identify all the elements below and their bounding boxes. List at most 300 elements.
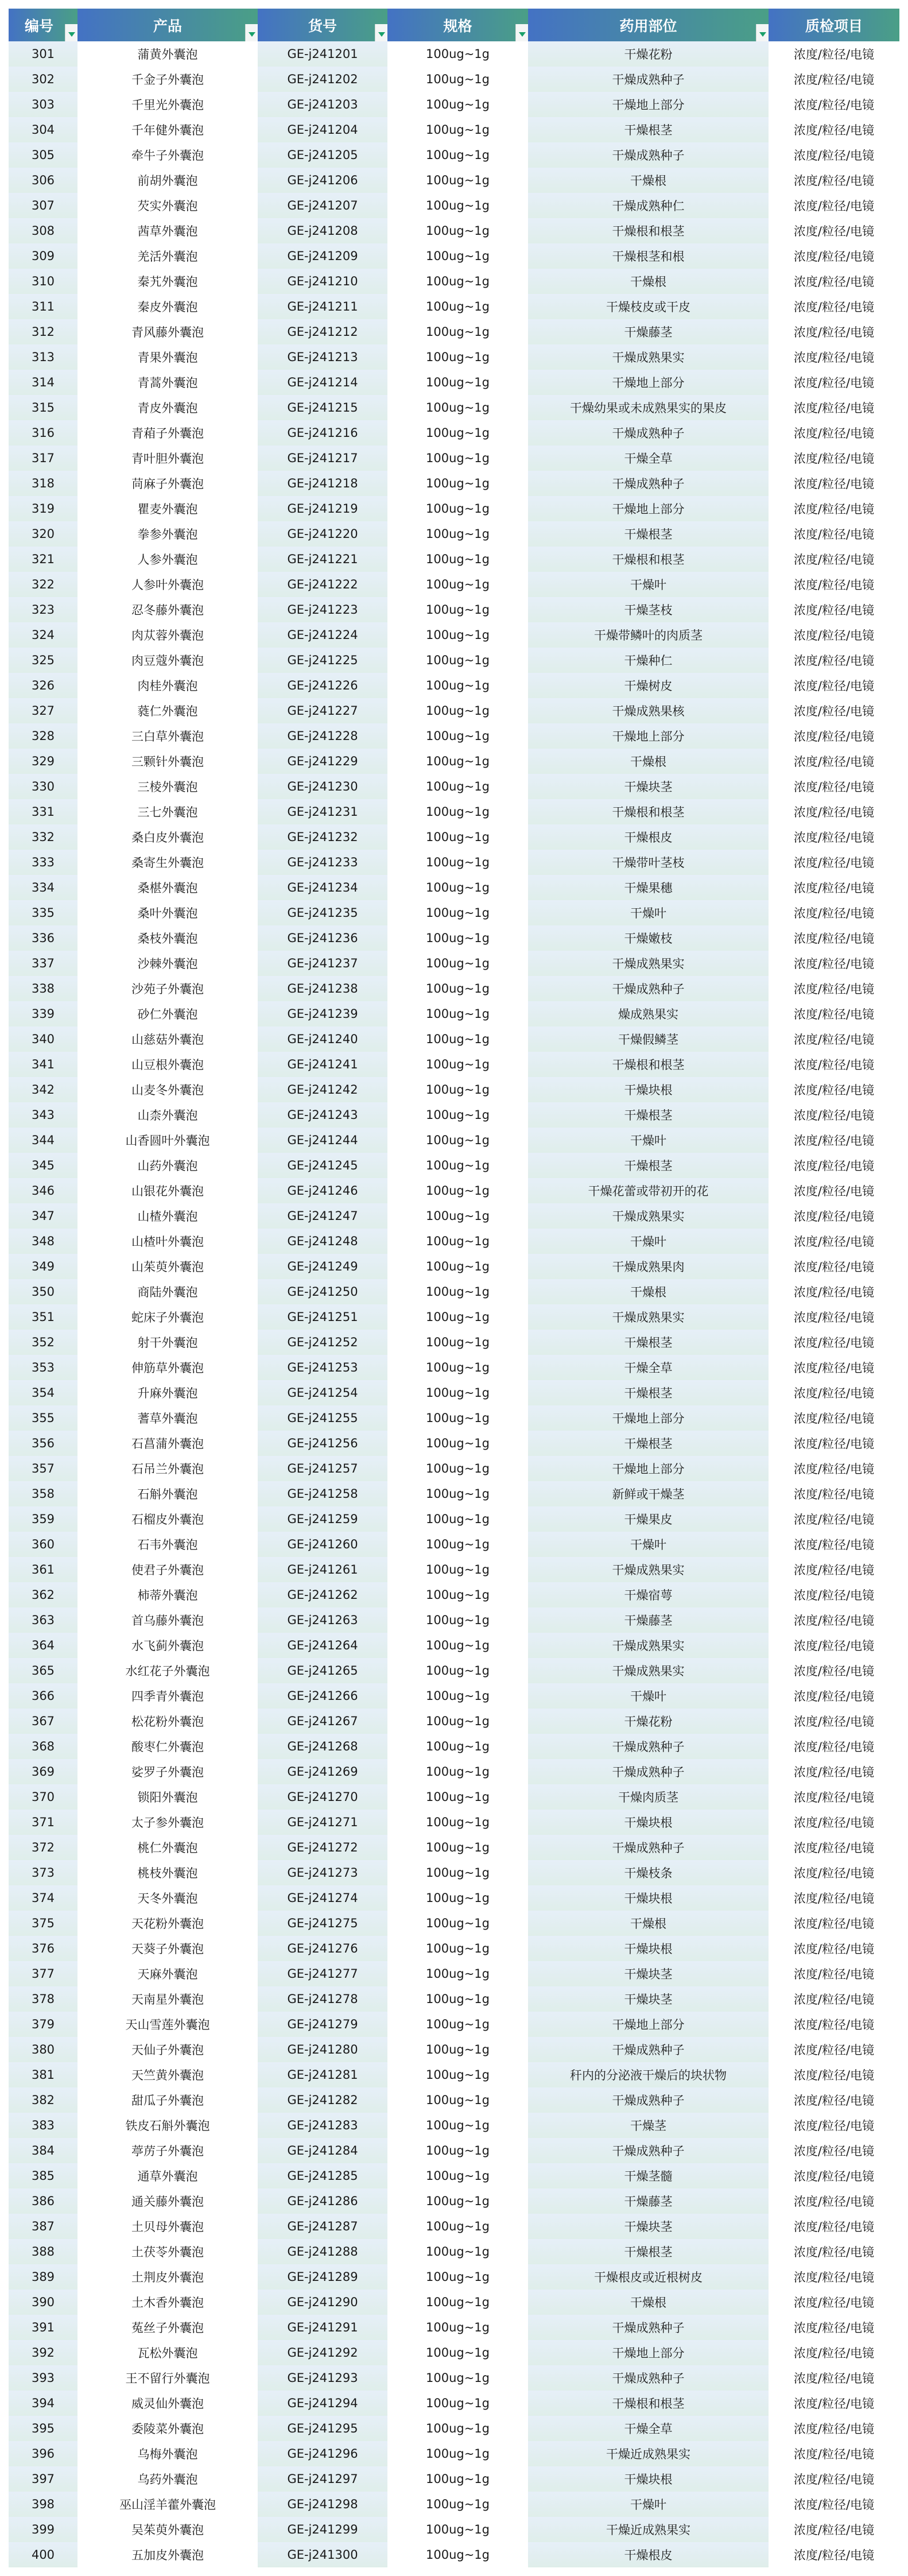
cell-sku[interactable]: GE-j241259: [258, 1506, 387, 1532]
cell-sku[interactable]: GE-j241283: [258, 2113, 387, 2138]
cell-medicinal-part[interactable]: 干燥块茎: [528, 774, 769, 799]
cell-id[interactable]: 342: [9, 1077, 77, 1102]
cell-product[interactable]: 三白草外囊泡: [77, 723, 258, 749]
cell-id[interactable]: 400: [9, 2542, 77, 2567]
cell-id[interactable]: 307: [9, 193, 77, 218]
cell-spec[interactable]: 100ug~1g: [387, 951, 528, 976]
cell-spec[interactable]: 100ug~1g: [387, 1001, 528, 1026]
cell-id[interactable]: 371: [9, 1810, 77, 1835]
cell-qc-items[interactable]: 浓度/粒径/电镜: [769, 1810, 899, 1835]
cell-medicinal-part[interactable]: 干燥块根: [528, 1810, 769, 1835]
cell-qc-items[interactable]: 浓度/粒径/电镜: [769, 1683, 899, 1709]
cell-sku[interactable]: GE-j241227: [258, 698, 387, 723]
cell-id[interactable]: 385: [9, 2163, 77, 2188]
filter-dropdown-button[interactable]: [515, 24, 528, 41]
cell-product[interactable]: 山麦冬外囊泡: [77, 1077, 258, 1102]
cell-id[interactable]: 347: [9, 1203, 77, 1229]
cell-product[interactable]: 伸筋草外囊泡: [77, 1355, 258, 1380]
filter-dropdown-button[interactable]: [756, 24, 769, 41]
cell-product[interactable]: 使君子外囊泡: [77, 1557, 258, 1582]
cell-sku[interactable]: GE-j241258: [258, 1481, 387, 1506]
cell-id[interactable]: 317: [9, 446, 77, 471]
cell-spec[interactable]: 100ug~1g: [387, 749, 528, 774]
cell-sku[interactable]: GE-j241291: [258, 2315, 387, 2340]
cell-product[interactable]: 委陵菜外囊泡: [77, 2416, 258, 2441]
cell-qc-items[interactable]: 浓度/粒径/电镜: [769, 1633, 899, 1658]
cell-spec[interactable]: 100ug~1g: [387, 673, 528, 698]
cell-product[interactable]: 石斛外囊泡: [77, 1481, 258, 1506]
cell-qc-items[interactable]: 浓度/粒径/电镜: [769, 2517, 899, 2542]
cell-medicinal-part[interactable]: 干燥根和根茎: [528, 547, 769, 572]
cell-id[interactable]: 346: [9, 1178, 77, 1203]
cell-spec[interactable]: 100ug~1g: [387, 2340, 528, 2365]
cell-id[interactable]: 366: [9, 1683, 77, 1709]
cell-sku[interactable]: GE-j241223: [258, 597, 387, 622]
cell-spec[interactable]: 100ug~1g: [387, 2214, 528, 2239]
cell-medicinal-part[interactable]: 干燥茎髓: [528, 2163, 769, 2188]
cell-product[interactable]: 山药外囊泡: [77, 1153, 258, 1178]
cell-medicinal-part[interactable]: 干燥根茎: [528, 1102, 769, 1128]
cell-medicinal-part[interactable]: 干燥地上部分: [528, 2012, 769, 2037]
cell-medicinal-part[interactable]: 干燥全草: [528, 446, 769, 471]
cell-qc-items[interactable]: 浓度/粒径/电镜: [769, 67, 899, 92]
cell-medicinal-part[interactable]: 干燥果皮: [528, 1506, 769, 1532]
cell-spec[interactable]: 100ug~1g: [387, 2163, 528, 2188]
cell-spec[interactable]: 100ug~1g: [387, 1330, 528, 1355]
cell-sku[interactable]: GE-j241292: [258, 2340, 387, 2365]
cell-id[interactable]: 332: [9, 824, 77, 850]
cell-qc-items[interactable]: 浓度/粒径/电镜: [769, 218, 899, 243]
cell-sku[interactable]: GE-j241243: [258, 1102, 387, 1128]
cell-product[interactable]: 太子参外囊泡: [77, 1810, 258, 1835]
cell-medicinal-part[interactable]: 干燥地上部分: [528, 723, 769, 749]
cell-qc-items[interactable]: 浓度/粒径/电镜: [769, 698, 899, 723]
cell-product[interactable]: 水红花子外囊泡: [77, 1658, 258, 1683]
cell-spec[interactable]: 100ug~1g: [387, 1178, 528, 1203]
cell-id[interactable]: 372: [9, 1835, 77, 1860]
cell-id[interactable]: 354: [9, 1380, 77, 1405]
cell-qc-items[interactable]: 浓度/粒径/电镜: [769, 1405, 899, 1431]
cell-product[interactable]: 拳参外囊泡: [77, 521, 258, 547]
cell-sku[interactable]: GE-j241206: [258, 168, 387, 193]
cell-spec[interactable]: 100ug~1g: [387, 1355, 528, 1380]
cell-id[interactable]: 374: [9, 1885, 77, 1911]
cell-product[interactable]: 三颗针外囊泡: [77, 749, 258, 774]
cell-medicinal-part[interactable]: 干燥根茎: [528, 1330, 769, 1355]
cell-qc-items[interactable]: 浓度/粒径/电镜: [769, 774, 899, 799]
cell-product[interactable]: 山豆根外囊泡: [77, 1052, 258, 1077]
cell-qc-items[interactable]: 浓度/粒径/电镜: [769, 1911, 899, 1936]
cell-product[interactable]: 青葙子外囊泡: [77, 420, 258, 446]
cell-qc-items[interactable]: 浓度/粒径/电镜: [769, 344, 899, 370]
cell-qc-items[interactable]: 浓度/粒径/电镜: [769, 294, 899, 319]
cell-medicinal-part[interactable]: 干燥茎枝: [528, 597, 769, 622]
cell-sku[interactable]: GE-j241245: [258, 1153, 387, 1178]
cell-qc-items[interactable]: 浓度/粒径/电镜: [769, 673, 899, 698]
cell-id[interactable]: 373: [9, 1860, 77, 1885]
cell-qc-items[interactable]: 浓度/粒径/电镜: [769, 117, 899, 142]
cell-qc-items[interactable]: 浓度/粒径/电镜: [769, 243, 899, 269]
cell-qc-items[interactable]: 浓度/粒径/电镜: [769, 1102, 899, 1128]
cell-sku[interactable]: GE-j241263: [258, 1607, 387, 1633]
cell-product[interactable]: 葶苈子外囊泡: [77, 2138, 258, 2163]
cell-qc-items[interactable]: 浓度/粒径/电镜: [769, 622, 899, 648]
cell-sku[interactable]: GE-j241242: [258, 1077, 387, 1102]
cell-qc-items[interactable]: 浓度/粒径/电镜: [769, 1607, 899, 1633]
cell-qc-items[interactable]: 浓度/粒径/电镜: [769, 269, 899, 294]
cell-id[interactable]: 338: [9, 976, 77, 1001]
cell-spec[interactable]: 100ug~1g: [387, 1860, 528, 1885]
cell-product[interactable]: 升麻外囊泡: [77, 1380, 258, 1405]
cell-id[interactable]: 384: [9, 2138, 77, 2163]
cell-medicinal-part[interactable]: 干燥叶: [528, 572, 769, 597]
cell-medicinal-part[interactable]: 干燥花蕾或带初开的花: [528, 1178, 769, 1203]
cell-sku[interactable]: GE-j241210: [258, 269, 387, 294]
cell-sku[interactable]: GE-j241268: [258, 1734, 387, 1759]
cell-id[interactable]: 313: [9, 344, 77, 370]
cell-qc-items[interactable]: 浓度/粒径/电镜: [769, 1885, 899, 1911]
cell-qc-items[interactable]: 浓度/粒径/电镜: [769, 2087, 899, 2113]
cell-sku[interactable]: GE-j241247: [258, 1203, 387, 1229]
cell-spec[interactable]: 100ug~1g: [387, 1835, 528, 1860]
cell-spec[interactable]: 100ug~1g: [387, 2290, 528, 2315]
cell-sku[interactable]: GE-j241221: [258, 547, 387, 572]
cell-medicinal-part[interactable]: 干燥成熟种子: [528, 2315, 769, 2340]
cell-medicinal-part[interactable]: 干燥根茎和根: [528, 243, 769, 269]
cell-spec[interactable]: 100ug~1g: [387, 1734, 528, 1759]
cell-spec[interactable]: 100ug~1g: [387, 1304, 528, 1330]
cell-sku[interactable]: GE-j241236: [258, 925, 387, 951]
cell-medicinal-part[interactable]: 干燥成熟果实: [528, 1304, 769, 1330]
cell-medicinal-part[interactable]: 干燥藤茎: [528, 1607, 769, 1633]
cell-product[interactable]: 桃仁外囊泡: [77, 1835, 258, 1860]
cell-medicinal-part[interactable]: 干燥地上部分: [528, 370, 769, 395]
cell-product[interactable]: 忍冬藤外囊泡: [77, 597, 258, 622]
cell-medicinal-part[interactable]: 干燥成熟种仁: [528, 193, 769, 218]
cell-medicinal-part[interactable]: 干燥根: [528, 269, 769, 294]
cell-spec[interactable]: 100ug~1g: [387, 521, 528, 547]
cell-sku[interactable]: GE-j241294: [258, 2391, 387, 2416]
cell-sku[interactable]: GE-j241253: [258, 1355, 387, 1380]
cell-medicinal-part[interactable]: 干燥根: [528, 168, 769, 193]
cell-product[interactable]: 吴茱萸外囊泡: [77, 2517, 258, 2542]
cell-qc-items[interactable]: 浓度/粒径/电镜: [769, 2466, 899, 2492]
cell-qc-items[interactable]: 浓度/粒径/电镜: [769, 446, 899, 471]
cell-spec[interactable]: 100ug~1g: [387, 92, 528, 117]
cell-id[interactable]: 330: [9, 774, 77, 799]
cell-qc-items[interactable]: 浓度/粒径/电镜: [769, 1456, 899, 1481]
cell-qc-items[interactable]: 浓度/粒径/电镜: [769, 2441, 899, 2466]
cell-product[interactable]: 天南星外囊泡: [77, 1986, 258, 2012]
cell-sku[interactable]: GE-j241286: [258, 2188, 387, 2214]
cell-id[interactable]: 390: [9, 2290, 77, 2315]
cell-product[interactable]: 天花粉外囊泡: [77, 1911, 258, 1936]
cell-medicinal-part[interactable]: 干燥假鳞茎: [528, 1026, 769, 1052]
cell-sku[interactable]: GE-j241297: [258, 2466, 387, 2492]
cell-product[interactable]: 山慈菇外囊泡: [77, 1026, 258, 1052]
cell-spec[interactable]: 100ug~1g: [387, 446, 528, 471]
cell-qc-items[interactable]: 浓度/粒径/电镜: [769, 496, 899, 521]
cell-product[interactable]: 桑枝外囊泡: [77, 925, 258, 951]
cell-spec[interactable]: 100ug~1g: [387, 900, 528, 925]
cell-qc-items[interactable]: 浓度/粒径/电镜: [769, 875, 899, 900]
cell-spec[interactable]: 100ug~1g: [387, 1810, 528, 1835]
cell-spec[interactable]: 100ug~1g: [387, 2264, 528, 2290]
cell-sku[interactable]: GE-j241235: [258, 900, 387, 925]
cell-id[interactable]: 378: [9, 1986, 77, 2012]
cell-id[interactable]: 329: [9, 749, 77, 774]
cell-sku[interactable]: GE-j241296: [258, 2441, 387, 2466]
cell-spec[interactable]: 100ug~1g: [387, 698, 528, 723]
cell-id[interactable]: 345: [9, 1153, 77, 1178]
filter-dropdown-button[interactable]: [65, 24, 77, 41]
cell-sku[interactable]: GE-j241287: [258, 2214, 387, 2239]
cell-sku[interactable]: GE-j241267: [258, 1709, 387, 1734]
cell-spec[interactable]: 100ug~1g: [387, 319, 528, 344]
cell-product[interactable]: 首乌藤外囊泡: [77, 1607, 258, 1633]
cell-sku[interactable]: GE-j241217: [258, 446, 387, 471]
cell-sku[interactable]: GE-j241239: [258, 1001, 387, 1026]
cell-medicinal-part[interactable]: 秆内的分泌液干燥后的块状物: [528, 2062, 769, 2087]
cell-medicinal-part[interactable]: 干燥根茎: [528, 1380, 769, 1405]
cell-id[interactable]: 394: [9, 2391, 77, 2416]
cell-qc-items[interactable]: 浓度/粒径/电镜: [769, 1709, 899, 1734]
cell-spec[interactable]: 100ug~1g: [387, 420, 528, 446]
cell-qc-items[interactable]: 浓度/粒径/电镜: [769, 1229, 899, 1254]
cell-medicinal-part[interactable]: 干燥根茎: [528, 521, 769, 547]
cell-qc-items[interactable]: 浓度/粒径/电镜: [769, 2492, 899, 2517]
cell-qc-items[interactable]: 浓度/粒径/电镜: [769, 1784, 899, 1810]
cell-spec[interactable]: 100ug~1g: [387, 1380, 528, 1405]
cell-spec[interactable]: 100ug~1g: [387, 774, 528, 799]
cell-id[interactable]: 334: [9, 875, 77, 900]
cell-sku[interactable]: GE-j241246: [258, 1178, 387, 1203]
cell-id[interactable]: 335: [9, 900, 77, 925]
cell-spec[interactable]: 100ug~1g: [387, 723, 528, 749]
filter-dropdown-button[interactable]: [245, 24, 258, 41]
cell-product[interactable]: 锁阳外囊泡: [77, 1784, 258, 1810]
cell-qc-items[interactable]: 浓度/粒径/电镜: [769, 319, 899, 344]
cell-qc-items[interactable]: 浓度/粒径/电镜: [769, 2037, 899, 2062]
cell-product[interactable]: 王不留行外囊泡: [77, 2365, 258, 2391]
cell-qc-items[interactable]: 浓度/粒径/电镜: [769, 824, 899, 850]
cell-medicinal-part[interactable]: 干燥树皮: [528, 673, 769, 698]
cell-id[interactable]: 362: [9, 1582, 77, 1607]
cell-spec[interactable]: 100ug~1g: [387, 597, 528, 622]
cell-medicinal-part[interactable]: 干燥成熟果实: [528, 951, 769, 976]
cell-qc-items[interactable]: 浓度/粒径/电镜: [769, 1986, 899, 2012]
cell-spec[interactable]: 100ug~1g: [387, 1026, 528, 1052]
cell-spec[interactable]: 100ug~1g: [387, 2315, 528, 2340]
cell-spec[interactable]: 100ug~1g: [387, 1911, 528, 1936]
cell-medicinal-part[interactable]: 干燥全草: [528, 1355, 769, 1380]
cell-qc-items[interactable]: 浓度/粒径/电镜: [769, 1203, 899, 1229]
cell-spec[interactable]: 100ug~1g: [387, 1077, 528, 1102]
cell-qc-items[interactable]: 浓度/粒径/电镜: [769, 1835, 899, 1860]
cell-sku[interactable]: GE-j241295: [258, 2416, 387, 2441]
cell-id[interactable]: 356: [9, 1431, 77, 1456]
cell-medicinal-part[interactable]: 干燥叶: [528, 1128, 769, 1153]
cell-product[interactable]: 桑椹外囊泡: [77, 875, 258, 900]
cell-medicinal-part[interactable]: 干燥叶: [528, 2492, 769, 2517]
cell-qc-items[interactable]: 浓度/粒径/电镜: [769, 1178, 899, 1203]
cell-id[interactable]: 387: [9, 2214, 77, 2239]
cell-medicinal-part[interactable]: 干燥成熟果实: [528, 1633, 769, 1658]
cell-id[interactable]: 333: [9, 850, 77, 875]
cell-qc-items[interactable]: 浓度/粒径/电镜: [769, 2542, 899, 2567]
cell-id[interactable]: 391: [9, 2315, 77, 2340]
cell-id[interactable]: 343: [9, 1102, 77, 1128]
cell-sku[interactable]: GE-j241262: [258, 1582, 387, 1607]
cell-sku[interactable]: GE-j241233: [258, 850, 387, 875]
cell-product[interactable]: 酸枣仁外囊泡: [77, 1734, 258, 1759]
cell-medicinal-part[interactable]: 干燥根茎: [528, 1431, 769, 1456]
cell-sku[interactable]: GE-j241265: [258, 1658, 387, 1683]
cell-qc-items[interactable]: 浓度/粒径/电镜: [769, 749, 899, 774]
cell-id[interactable]: 323: [9, 597, 77, 622]
cell-spec[interactable]: 100ug~1g: [387, 2365, 528, 2391]
cell-product[interactable]: 茜草外囊泡: [77, 218, 258, 243]
cell-spec[interactable]: 100ug~1g: [387, 1279, 528, 1304]
cell-sku[interactable]: GE-j241213: [258, 344, 387, 370]
cell-qc-items[interactable]: 浓度/粒径/电镜: [769, 572, 899, 597]
cell-qc-items[interactable]: 浓度/粒径/电镜: [769, 799, 899, 824]
cell-sku[interactable]: GE-j241234: [258, 875, 387, 900]
cell-medicinal-part[interactable]: 干燥幼果或未成熟果实的果皮: [528, 395, 769, 420]
cell-spec[interactable]: 100ug~1g: [387, 875, 528, 900]
cell-id[interactable]: 331: [9, 799, 77, 824]
cell-medicinal-part[interactable]: 干燥根: [528, 1911, 769, 1936]
cell-id[interactable]: 303: [9, 92, 77, 117]
cell-sku[interactable]: GE-j241205: [258, 142, 387, 168]
cell-medicinal-part[interactable]: 干燥花粉: [528, 41, 769, 67]
cell-sku[interactable]: GE-j241293: [258, 2365, 387, 2391]
cell-product[interactable]: 天竺黄外囊泡: [77, 2062, 258, 2087]
cell-qc-items[interactable]: 浓度/粒径/电镜: [769, 1557, 899, 1582]
cell-product[interactable]: 青果外囊泡: [77, 344, 258, 370]
cell-product[interactable]: 瞿麦外囊泡: [77, 496, 258, 521]
cell-spec[interactable]: 100ug~1g: [387, 1986, 528, 2012]
cell-medicinal-part[interactable]: 干燥叶: [528, 1532, 769, 1557]
cell-product[interactable]: 铁皮石斛外囊泡: [77, 2113, 258, 2138]
cell-sku[interactable]: GE-j241209: [258, 243, 387, 269]
cell-sku[interactable]: GE-j241279: [258, 2012, 387, 2037]
cell-sku[interactable]: GE-j241231: [258, 799, 387, 824]
cell-qc-items[interactable]: 浓度/粒径/电镜: [769, 1936, 899, 1961]
cell-id[interactable]: 319: [9, 496, 77, 521]
cell-id[interactable]: 359: [9, 1506, 77, 1532]
cell-qc-items[interactable]: 浓度/粒径/电镜: [769, 193, 899, 218]
cell-product[interactable]: 巫山淫羊藿外囊泡: [77, 2492, 258, 2517]
cell-product[interactable]: 天麻外囊泡: [77, 1961, 258, 1986]
cell-medicinal-part[interactable]: 干燥成熟种子: [528, 67, 769, 92]
cell-sku[interactable]: GE-j241224: [258, 622, 387, 648]
cell-medicinal-part[interactable]: 干燥根和根茎: [528, 799, 769, 824]
cell-spec[interactable]: 100ug~1g: [387, 1532, 528, 1557]
cell-spec[interactable]: 100ug~1g: [387, 2012, 528, 2037]
cell-medicinal-part[interactable]: 干燥地上部分: [528, 1456, 769, 1481]
cell-qc-items[interactable]: 浓度/粒径/电镜: [769, 547, 899, 572]
cell-product[interactable]: 土木香外囊泡: [77, 2290, 258, 2315]
cell-id[interactable]: 363: [9, 1607, 77, 1633]
cell-spec[interactable]: 100ug~1g: [387, 2517, 528, 2542]
cell-id[interactable]: 382: [9, 2087, 77, 2113]
cell-id[interactable]: 365: [9, 1658, 77, 1683]
cell-sku[interactable]: GE-j241264: [258, 1633, 387, 1658]
filter-dropdown-button[interactable]: [375, 24, 387, 41]
cell-qc-items[interactable]: 浓度/粒径/电镜: [769, 1330, 899, 1355]
cell-spec[interactable]: 100ug~1g: [387, 269, 528, 294]
cell-medicinal-part[interactable]: 干燥全草: [528, 2416, 769, 2441]
cell-medicinal-part[interactable]: 干燥根: [528, 2290, 769, 2315]
cell-id[interactable]: 316: [9, 420, 77, 446]
cell-sku[interactable]: GE-j241260: [258, 1532, 387, 1557]
cell-product[interactable]: 秦艽外囊泡: [77, 269, 258, 294]
cell-qc-items[interactable]: 浓度/粒径/电镜: [769, 2214, 899, 2239]
cell-qc-items[interactable]: 浓度/粒径/电镜: [769, 2315, 899, 2340]
cell-id[interactable]: 393: [9, 2365, 77, 2391]
cell-sku[interactable]: GE-j241228: [258, 723, 387, 749]
cell-spec[interactable]: 100ug~1g: [387, 648, 528, 673]
cell-product[interactable]: 青蒿外囊泡: [77, 370, 258, 395]
cell-sku[interactable]: GE-j241244: [258, 1128, 387, 1153]
cell-id[interactable]: 386: [9, 2188, 77, 2214]
cell-id[interactable]: 321: [9, 547, 77, 572]
cell-sku[interactable]: GE-j241284: [258, 2138, 387, 2163]
cell-spec[interactable]: 100ug~1g: [387, 1633, 528, 1658]
cell-product[interactable]: 肉苁蓉外囊泡: [77, 622, 258, 648]
cell-qc-items[interactable]: 浓度/粒径/电镜: [769, 723, 899, 749]
cell-medicinal-part[interactable]: 干燥成熟果实: [528, 344, 769, 370]
cell-medicinal-part[interactable]: 干燥成熟果实: [528, 1203, 769, 1229]
cell-spec[interactable]: 100ug~1g: [387, 2037, 528, 2062]
cell-product[interactable]: 松花粉外囊泡: [77, 1709, 258, 1734]
cell-qc-items[interactable]: 浓度/粒径/电镜: [769, 850, 899, 875]
cell-spec[interactable]: 100ug~1g: [387, 344, 528, 370]
cell-product[interactable]: 天葵子外囊泡: [77, 1936, 258, 1961]
cell-sku[interactable]: GE-j241208: [258, 218, 387, 243]
cell-product[interactable]: 蕤仁外囊泡: [77, 698, 258, 723]
cell-spec[interactable]: 100ug~1g: [387, 193, 528, 218]
cell-sku[interactable]: GE-j241232: [258, 824, 387, 850]
cell-product[interactable]: 苘麻子外囊泡: [77, 471, 258, 496]
cell-id[interactable]: 381: [9, 2062, 77, 2087]
cell-product[interactable]: 甜瓜子外囊泡: [77, 2087, 258, 2113]
cell-id[interactable]: 358: [9, 1481, 77, 1506]
cell-qc-items[interactable]: 浓度/粒径/电镜: [769, 1052, 899, 1077]
cell-product[interactable]: 天冬外囊泡: [77, 1885, 258, 1911]
cell-spec[interactable]: 100ug~1g: [387, 1153, 528, 1178]
cell-id[interactable]: 315: [9, 395, 77, 420]
cell-sku[interactable]: GE-j241299: [258, 2517, 387, 2542]
cell-sku[interactable]: GE-j241277: [258, 1961, 387, 1986]
cell-sku[interactable]: GE-j241216: [258, 420, 387, 446]
cell-product[interactable]: 人参叶外囊泡: [77, 572, 258, 597]
cell-product[interactable]: 石菖蒲外囊泡: [77, 1431, 258, 1456]
cell-medicinal-part[interactable]: 干燥宿萼: [528, 1582, 769, 1607]
cell-sku[interactable]: GE-j241212: [258, 319, 387, 344]
cell-id[interactable]: 339: [9, 1001, 77, 1026]
cell-id[interactable]: 308: [9, 218, 77, 243]
cell-sku[interactable]: GE-j241300: [258, 2542, 387, 2567]
cell-spec[interactable]: 100ug~1g: [387, 2492, 528, 2517]
cell-id[interactable]: 355: [9, 1405, 77, 1431]
cell-spec[interactable]: 100ug~1g: [387, 1784, 528, 1810]
cell-product[interactable]: 天仙子外囊泡: [77, 2037, 258, 2062]
cell-sku[interactable]: GE-j241215: [258, 395, 387, 420]
cell-medicinal-part[interactable]: 干燥根茎: [528, 1153, 769, 1178]
cell-id[interactable]: 370: [9, 1784, 77, 1810]
